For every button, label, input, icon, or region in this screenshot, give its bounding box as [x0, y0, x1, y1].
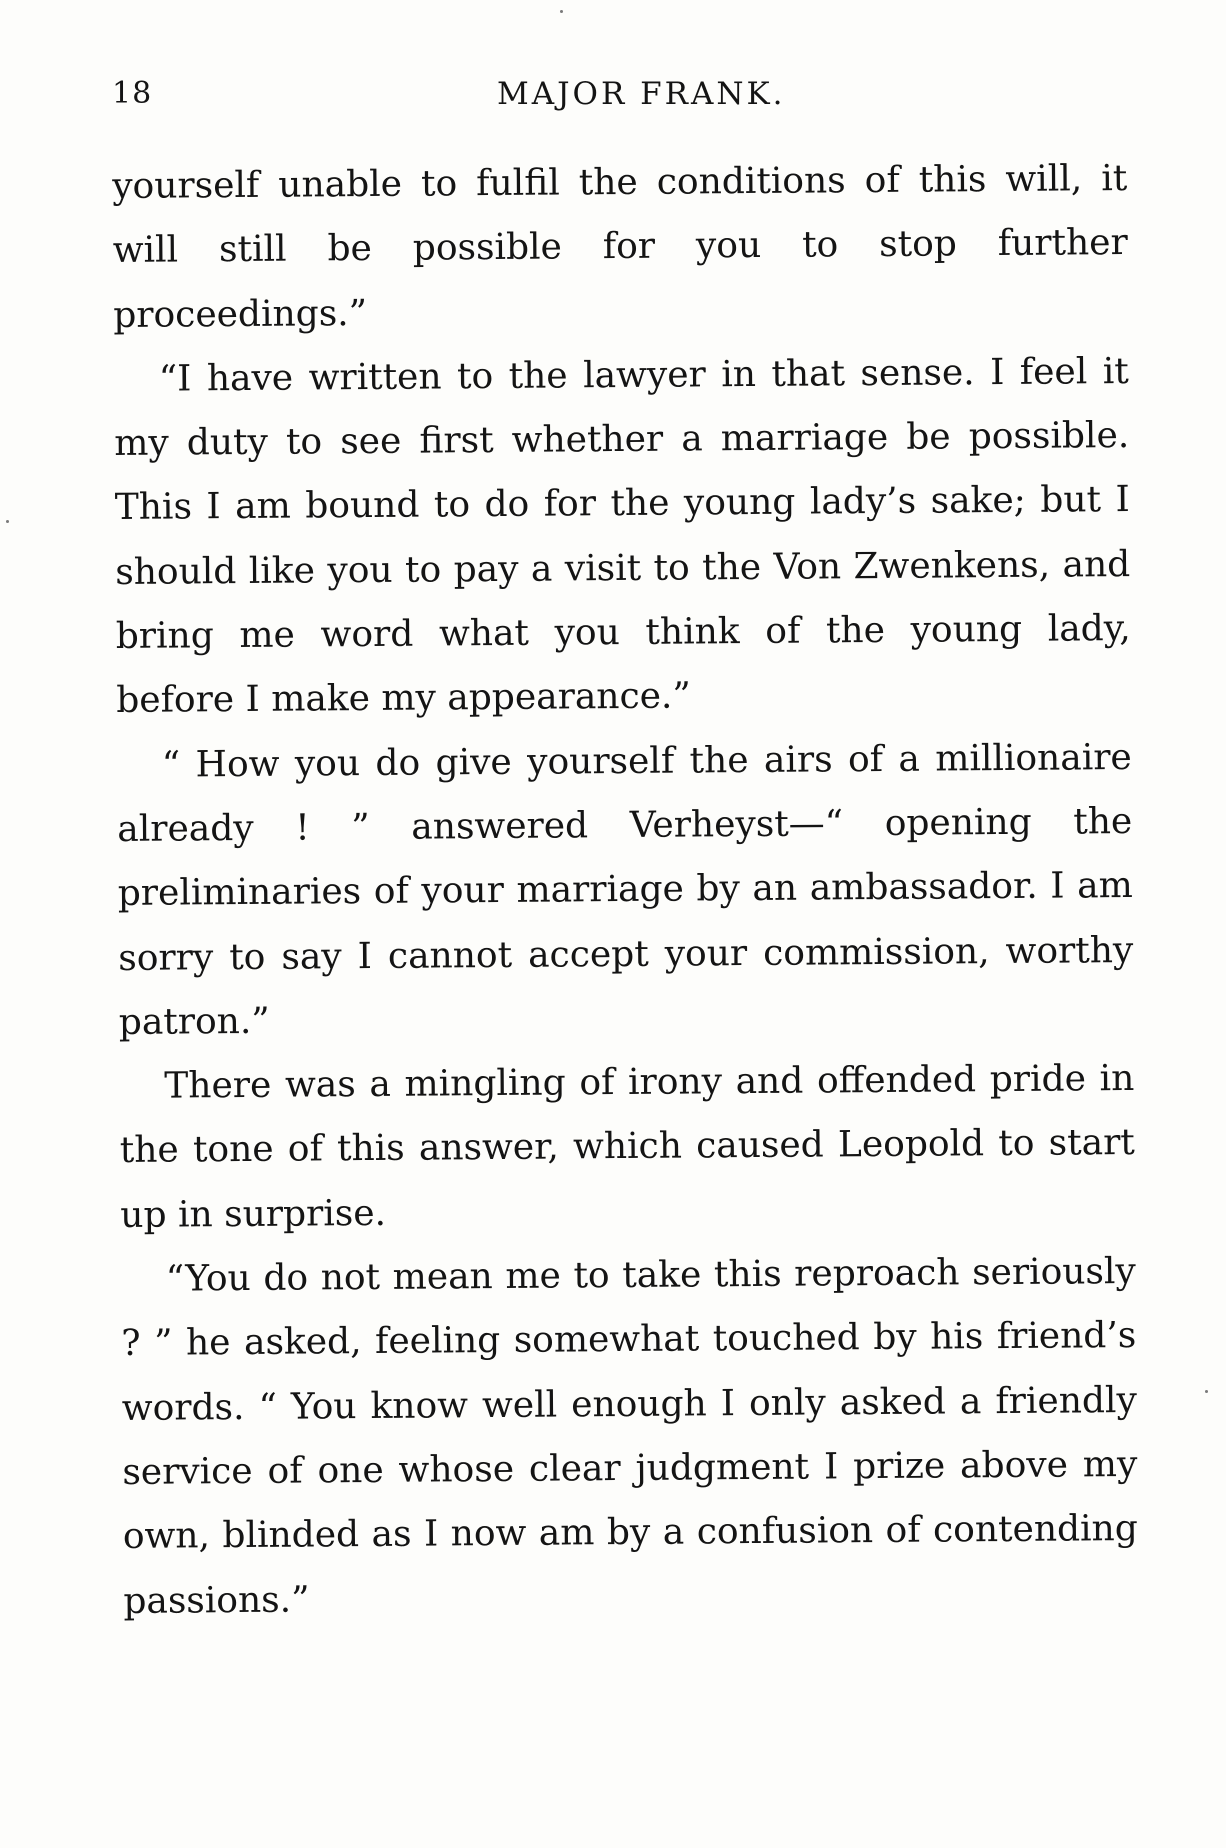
paragraph: “I have written to the lawyer in that sense. I feel it my duty to see first whether a marriage be possible. This I am bound to do for the young lady’s sake; but I should like you to pay a visit to the Von Zwenkens, and bring me word what you think of the young lady, before I make my appearance.”	[114, 350, 1131, 722]
page-number: 18	[112, 76, 153, 111]
page-header	[112, 76, 1132, 136]
paragraph: “You do not mean me to take this reproach seriously ? ” he asked, feeling somewhat touched by his friend’s words. “ You know well enough I only asked a friendly service of one whose clear judgment I prize above my own, blinded as I now am by a confusion of contending passions.”	[121, 1251, 1138, 1622]
paragraph-continued: yourself unable to fulfil the conditions of this will, it will still be possible for you to stop further proceedings.”	[112, 158, 1128, 336]
paragraph: “ How you do give yourself the airs of a millionaire already ! ” answered Verheyst—“ opening the preliminaries of your marriage by an ambassador. I am sorry to say I cannot accept your commission, worthy patron.”	[117, 736, 1134, 1043]
body-text	[112, 147, 1139, 1634]
paper-speck	[1205, 1390, 1208, 1393]
paragraph: There was a mingling of irony and offended pride in the tone of this answer, which caused Leopold to start up in surprise.	[119, 1058, 1135, 1236]
paper-speck	[560, 10, 563, 13]
running-title: MAJOR FRANK.	[497, 76, 786, 112]
paper-speck	[6, 520, 9, 523]
